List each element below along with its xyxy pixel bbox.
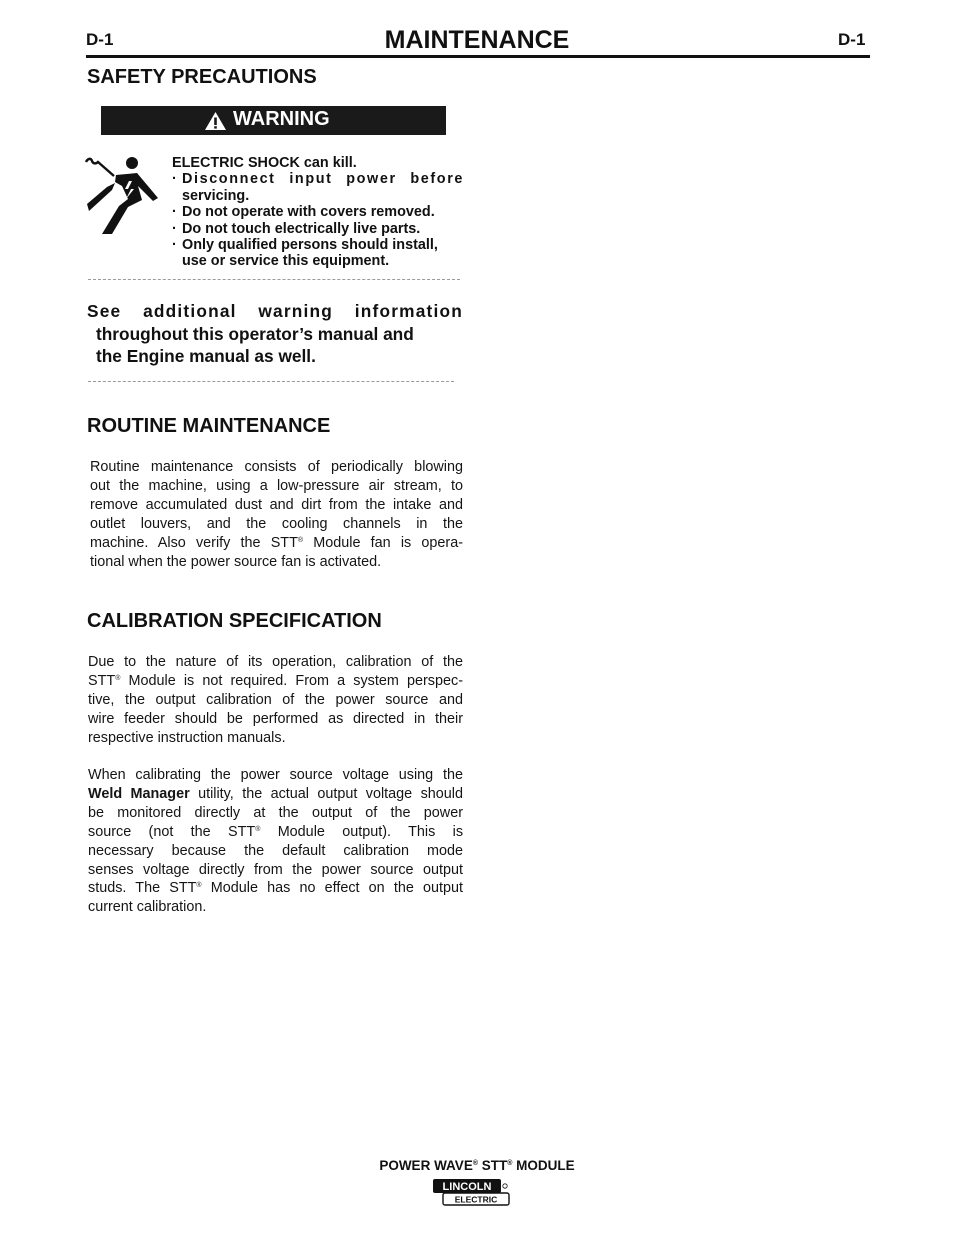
warning-triangle-icon: [204, 111, 227, 131]
text-line: out the machine, using a low-pressure air stream, to: [90, 477, 463, 494]
text-line: [88, 823, 463, 842]
note-line: throughout this operator’s manual and: [96, 323, 414, 344]
text-line: be monitored directly at the output of the power: [88, 804, 463, 821]
text-run: machine. Also verify the STT: [90, 534, 298, 551]
text-run: studs. The STT: [88, 880, 197, 897]
list-item: [172, 221, 464, 237]
bullet-text: servicing.: [182, 187, 250, 204]
text-line: current calibration.: [88, 899, 207, 916]
routine-maintenance-heading: ROUTINE MAINTENANCE: [87, 415, 331, 437]
shock-title: ELECTRIC SHOCK can kill.: [172, 155, 357, 171]
text-line: Routine maintenance consists of periodically blowing: [90, 459, 463, 475]
text-run: source (not the STT: [88, 823, 256, 840]
bullet-text: · Do not operate with covers removed.: [182, 204, 435, 221]
text-line: tive, the output calibration of the power source and: [88, 691, 463, 708]
logo-text-top: LINCOLN: [442, 1181, 492, 1193]
page-number-left: D-1: [86, 30, 114, 49]
logo-text-bottom: ELECTRIC: [454, 1194, 498, 1205]
text-run: MODULE: [512, 1158, 575, 1173]
note-line: See additional warning information: [87, 301, 463, 321]
electric-shock-warning: [172, 155, 464, 270]
text-line: respective instruction manuals.: [88, 729, 286, 746]
text-run: STT: [478, 1158, 508, 1173]
bullet-text: · Disconnect input power before: [182, 171, 464, 188]
calibration-specification-heading: CALIBRATION SPECIFICATION: [87, 610, 382, 632]
text-line: senses voltage directly from the power source output: [88, 861, 463, 878]
text-line: remove accumulated dust and dirt from the intake and: [90, 496, 463, 513]
text-run: STT: [88, 672, 116, 689]
page-number-right: D-1: [838, 30, 866, 49]
page-title: MAINTENANCE: [384, 26, 570, 54]
text-run: Module fan is opera-: [303, 534, 464, 551]
text-line: tional when the power source fan is activated.: [90, 553, 382, 570]
registered-mark: ®: [255, 825, 261, 833]
list-item: [172, 204, 464, 220]
additional-warning-note: [87, 300, 463, 368]
routine-maintenance-paragraph: [90, 458, 463, 571]
bullet-text: · Only qualified persons should install,: [182, 237, 438, 254]
registered-mark: ®: [196, 882, 202, 890]
text-line: [88, 879, 463, 898]
text-run: Module has no effect on the output: [201, 880, 464, 897]
warning-banner: [101, 106, 446, 135]
registered-mark: ®: [115, 674, 121, 682]
divider: [88, 279, 460, 280]
text-line: [90, 534, 463, 553]
electric-shock-icon: [82, 154, 162, 234]
text-line: [88, 785, 463, 804]
calibration-paragraph-2: [88, 766, 463, 917]
footer-model-name: [0, 1158, 954, 1173]
text-line: outlet louvers, and the cooling channels in the: [90, 515, 463, 532]
registered-mark: ®: [507, 1160, 513, 1167]
bullet-text: use or service this equipment.: [182, 253, 390, 270]
text-line: When calibrating the power source voltage using the: [88, 767, 463, 783]
text-line: necessary because the default calibration mode: [88, 842, 463, 859]
text-line: Due to the nature of its operation, calibration of the: [88, 654, 463, 670]
divider: [88, 381, 454, 382]
text-run: POWER WAVE: [379, 1158, 473, 1173]
lincoln-electric-logo: [432, 1178, 512, 1208]
registered-mark: ®: [472, 1160, 478, 1167]
registered-mark: ®: [297, 536, 304, 544]
list-item: [172, 237, 464, 270]
list-item: [172, 171, 464, 204]
text-run: utility, the actual output voltage should: [189, 785, 463, 802]
safety-precautions-heading: SAFETY PRECAUTIONS: [87, 66, 317, 88]
calibration-paragraph-1: [88, 653, 463, 748]
warning-label: WARNING: [233, 108, 330, 130]
text-run: Module output). This is: [260, 823, 464, 840]
text-line: wire feeder should be performed as directed in their: [88, 710, 463, 727]
weld-manager-term: Weld Manager: [88, 785, 190, 802]
text-line: [88, 672, 463, 691]
header-rule: [86, 55, 870, 58]
bullet-text: · Do not touch electrically live parts.: [182, 220, 421, 237]
note-line: the Engine manual as well.: [96, 346, 316, 366]
text-run: Module is not required. From a system perspec-: [120, 672, 463, 689]
